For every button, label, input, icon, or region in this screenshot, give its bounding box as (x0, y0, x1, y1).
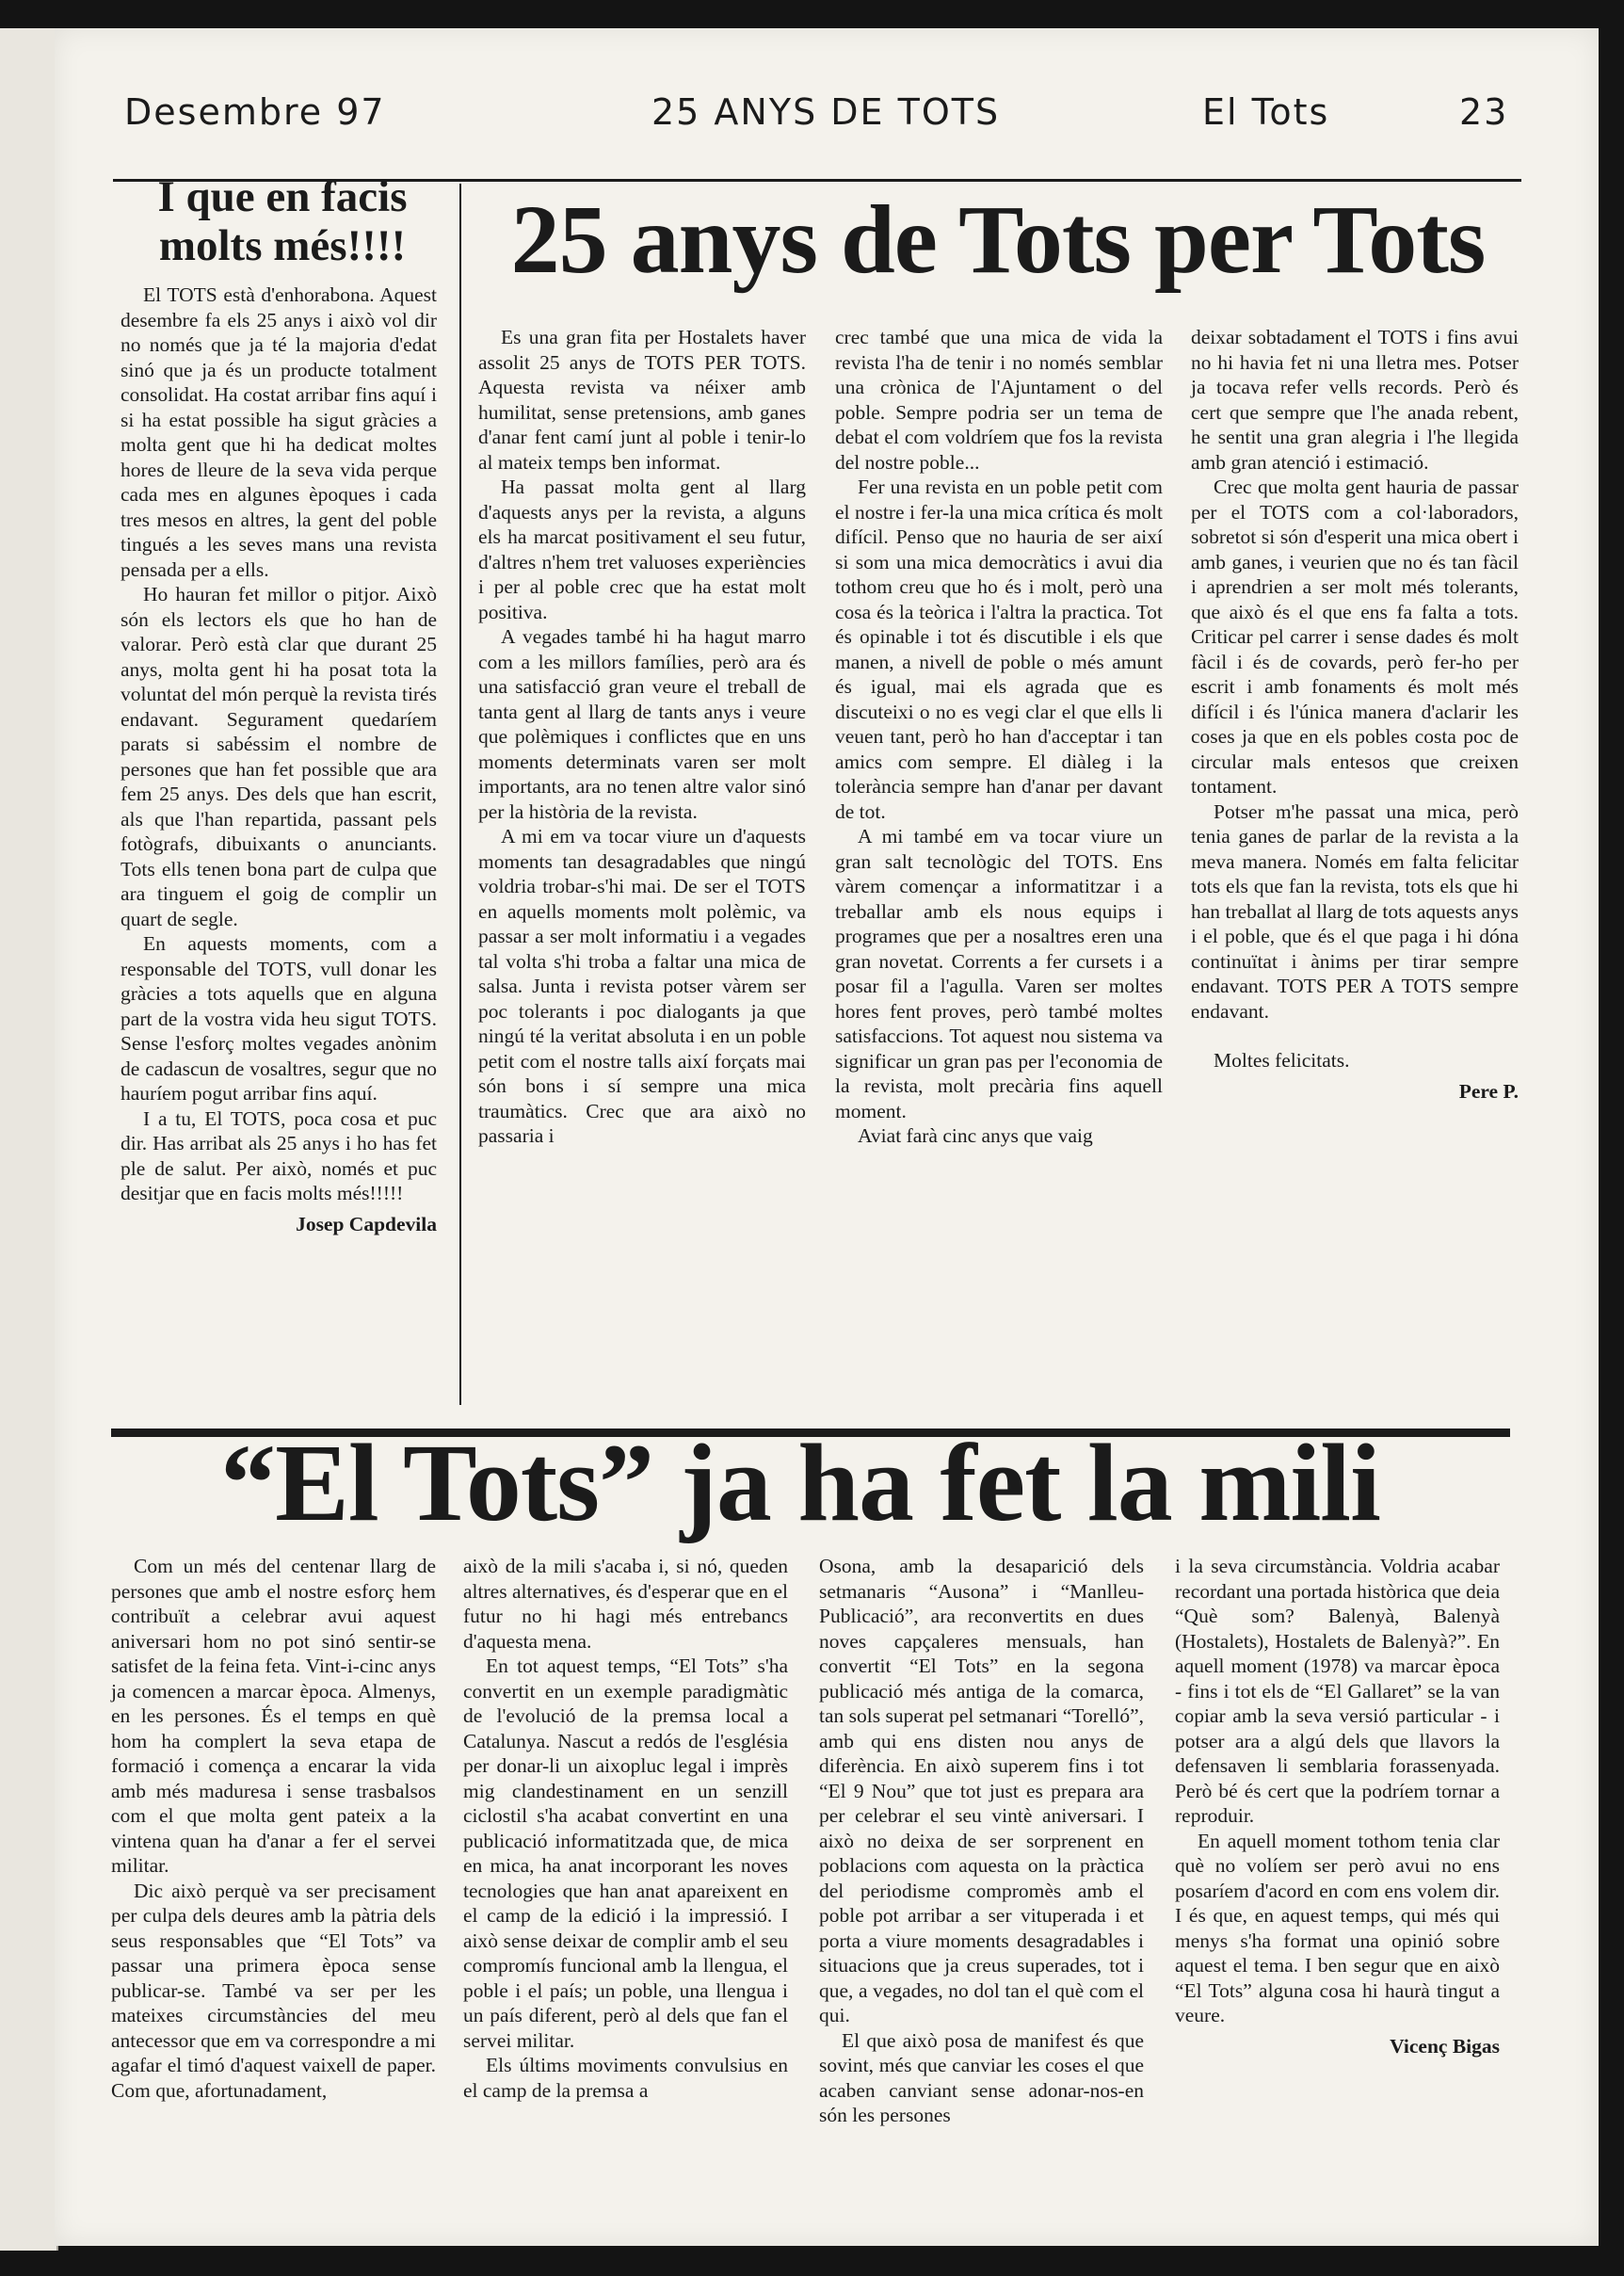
main-article-column-1 (478, 325, 806, 1149)
main-article-title: 25 anys de Tots per Tots (510, 186, 1486, 294)
header-page-number: 23 (1459, 91, 1509, 133)
bottom-paragraph: Dic això perquè va ser precisament per culpa dels deures amb la pàtria dels seus responsables que “El Tots” va passar una primera època sense publicar-se. També va ser per les mateixes circumstàncies del meu antecessor que em va correspondre a mi agafar el timó d'aquest vaixell de paper. Com que, afortunadament, (111, 1879, 436, 2102)
main-paragraph: Crec que molta gent hauria de passar per el TOTS com a col·laboradors, sobretot si són d'esperit una mica obert i amb ganes, i veurien que no és tan fàcil i aprendrien a ser molt més tolerants, que això és el que ens fa falta a tots. Criticar pel carrer i sense dades és molt fàcil i és de covards, però fer-ho per escrit i amb fonaments és molt més difícil i és l'única manera d'aclarir les coses ja que en els pobles costa poc de circular mals entesos que creixen tontament. (1191, 476, 1519, 798)
bottom-paragraph: Osona, amb la desaparició dels setmanaris “Ausona” i “Manlleu-Publicació”, ara reconvertits en dues noves capçaleres mensuals, han convertit “El Tots” en la segona publicació més antiga de la comarca, tan sols superat pel setmanari “Torelló”, amb qui ens disten nou anys de diferència. En això superem fins i tot “El 9 Nou” que tot just es prepara ara per celebrar el seu vintè aniversari. I això no deixa de ser sorprenent en poblacions com aquesta on la pràctica del periodisme compromès amb el poble pot arribar a ser vituperada i et porta a viure moments desagradables i situacions que ja creus superades, tot i que, a vegades, no dol tan el què com el qui. (819, 1555, 1144, 2026)
side-paragraph: En aquests moments, com a responsable del TOTS, vull donar les gràcies a tots aquells que en alguna part de la vostra vida heu sigut TOTS. Sense l'esforç moltes vegades anònim de cadascun de vosaltres, segur que no hauríem pogut arribar fins aquí. (121, 932, 437, 1105)
main-paragraph: Aviat farà cinc anys que vaig (858, 1124, 1093, 1147)
main-paragraph: A mi em va tocar viure un d'aquests moments tan desagradables que ningú voldria trobar-s'hi mai. De ser el TOTS en aquells moments molt polèmic, va passar a ser molt informatiu i a vegades tal volta s'hi troba a faltar una mica de salsa. Junta i revista potser vàrem ser poc tolerants i poc dialogants ja que ningú té la veritat absoluta i en un poble petit com el nostre talls així forçats mai són bons i sí sempre una mica traumàtics. Crec que ara això no passaria i (478, 825, 806, 1147)
main-article-author: Pere P. (1458, 1079, 1519, 1103)
main-paragraph: A vegades també hi ha hagut marro com a les millors famílies, però ara és una satisfacció gran veure el treball de tanta gent al llarg de tants anys i veure que polèmiques i conflictes que en uns moments determinats varen ser molt importants, ara no tenen altre valor sinó per la història de la revista. (478, 625, 806, 823)
side-paragraph: Ho hauran fet millor o pitjor. Això són els lectors els que ho han de valorar. Però està clar que durant 25 anys, molta gent hi ha posat tota la voluntat del món perquè la revista tirés endavant. Segurament quedaríem parats si sabéssim el nombre de persones que han fet possible que ara fem 25 anys. Des dels que han escrit, als que l'han repartida, passant pels fotògrafs, dibuixants o anunciants. Tots ells tenen bona part de culpa que ara tinguem el goig de complir un quart de segle. (121, 583, 437, 930)
header-section-title: 25 ANYS DE TOTS (651, 91, 1001, 133)
bottom-paragraph: i la seva circumstància. Voldria acabar recordant una portada històrica que deia “Què som? Balenyà, Balenyà (Hostalets), Hostalets de Balenyà?”. En aquell moment (1978) va marcar època - fins i tot els de “El Gallaret” se la van copiar amb la seva versió particular - i potser ara a algú dels que llavors la defensaven li semblaria forassenyada. Però bé és cert que la podríem tornar a reproduir. (1175, 1555, 1500, 1827)
side-paragraph: I a tu, El TOTS, poca cosa et puc dir. Has arribat als 25 anys i ho has fet ple de salut. Per això, només et puc desitjar que en facis molts més!!!!! (121, 1106, 437, 1204)
main-paragraph: Ha passat molta gent al llarg d'aquests anys per la revista, a alguns els ha marcat positivament el seu futur, d'altres n'hem tret valuoses experiències i per al poble crec que ha estat molt positiva. (478, 476, 806, 623)
side-article-body (121, 282, 437, 1236)
bottom-paragraph: Com un més del centenar llarg de persones que amb el nostre esforç hem contribuït a celebrar avui aquest aniversari hom no pot sinó sentir-se satisfet de la feina feta. Vint-i-cinc anys ja comencen a marcar època. Almenys, en les persones. És el temps en què hom ha complert la seva etapa de formació i comença a encarar la vida amb més maduresa i sense trasbalsos com el que molta gent pateix a la vintena quan ha d'anar a fer el servei militar. (111, 1555, 436, 1877)
bottom-article-column-3 (819, 1554, 1144, 2128)
bottom-article-title: “El Tots” ja ha fet la mili (220, 1421, 1380, 1544)
bottom-paragraph: El que això posa de manifest és que sovint, més que canviar les coses el que acaben canviant sense adonar-nos-en són les persones (819, 2028, 1144, 2126)
column-divider (459, 184, 461, 1405)
bottom-article-author: Vicenç Bigas (1390, 2034, 1500, 2058)
main-paragraph: crec també que una mica de vida la revista l'ha de tenir i no només semblar una crònica de l'Ajuntament o del poble. Sempre podria ser un tema de debat el com voldríem que fos la revista del nostre poble... (835, 326, 1163, 474)
main-paragraph: Potser m'he passat una mica, però tenia ganes de parlar de la revista a la meva manera. Només em falta felicitar tots els que fan la revista, tots els que hi han treballat al llarg de tots aquests anys i el poble, que és el que paga i hi dóna continuïtat i ànims per tirar sempre endavant. TOTS PER A TOTS sempre endavant. (1191, 799, 1519, 1023)
side-article-author: Josep Capdevila (296, 1212, 437, 1235)
main-paragraph: A mi també em va tocar viure un gran salt tecnològic del TOTS. Ens vàrem començar a informatitzar i a treballar amb els nous equips i programes que per a nosaltres eren una gran novetat. Corrents a fer cursets i a posar fil a l'agulla. Varen ser moltes hores fent proves, però també moltes satisfaccions. Tot aquest nou sistema va significar un gran pas per l'economia de la revista, molt precària fins aquell moment. (835, 825, 1163, 1122)
bottom-article-column-1 (111, 1554, 436, 2103)
bottom-paragraph: això de la mili s'acaba i, si nó, queden altres alternatives, és d'esperar que en el futur no hi hagi més entrebancs d'aquesta mena. (463, 1555, 788, 1653)
side-paragraph: El TOTS està d'enhorabona. Aquest desembre fa els 25 anys i això vol dir no només que ja té la majoria d'edat sinó que ja és un producte totalment consolidat. Ha costat arribar fins aquí i si ha estat possible ha sigut gràcies a molta gent que hi ha dedicat moltes hores de lleure de la seva vida perque cada mes en algunes èpoques i cada tres mesos en altres, la gent del poble tingués a les seves mans una revista pensada per a ells. (121, 283, 437, 581)
bottom-article-column-2 (463, 1554, 788, 2103)
header-magazine-name: El Tots (1202, 91, 1330, 133)
main-paragraph: Es una gran fita per Hostalets haver assolit 25 anys de TOTS PER TOTS. Aquesta revista va néixer amb humilitat, sense pretensions, amb ganes d'anar fent camí junt al poble i tenir-lo al mateix temps ben informat. (478, 326, 806, 474)
main-article-column-3 (1191, 325, 1519, 1104)
main-paragraph: deixar sobtadament el TOTS i fins avui no hi havia fet ni una lletra mes. Potser ja tocava refer vells records. Però és cert que sempre que l'he anada rebent, he sentit una gran alegria i l'he llegida amb gran atenció i estimació. (1191, 326, 1519, 474)
previous-page-edge (0, 28, 58, 2251)
main-paragraph: Fer una revista en un poble petit com el nostre i fer-la una mica crítica és molt difícil. Penso que no hauria de ser així si som una mica democràtics i avui dia tothom creu que ho és i molt, però una cosa és la teòrica i l'altra la practica. Tot és opinable i tot és discutible i els que manen, a nivell de poble o més amunt és igual, mai els agrada que es discuteixi o no es vegi clar el que ells li veuen tant, però ho han d'acceptar i tan amics com sempre. El diàleg i la tolerància sempre han d'anar per davant de tot. (835, 476, 1163, 823)
header-date: Desembre 97 (124, 91, 386, 133)
bottom-paragraph: En aquell moment tothom tenia clar què no volíem ser però avui no ens posaríem d'acord en com ens volem dir. I és que, en aquest temps, qui més qui menys s'ha format una opinió sobre aquest el tema. I ben segur que en això “El Tots” alguna cosa hi haurà tingut a veure. (1175, 1829, 1500, 2026)
bottom-paragraph: En tot aquest temps, “El Tots” s'ha convertit en un exemple paradigmàtic de l'evolució de la premsa local a Catalunya. Nascut a redós de l'església per donar-li un aixopluc legal i imprès mig clandestinament en un senzill ciclostil s'ha acabat convertint en una publicació informatitzada que, de mica en mica, ha anat incorporant les noves tecnologies que han anat apareixent en el camp de la edició i la impressió. I això sense deixar de complir amb el seu compromís funcional amb la llengua, el poble i el país; un poble, una llengua i un país diferent, però al dels que fan el servei militar. (463, 1655, 788, 2052)
bottom-article-column-4 (1175, 1554, 1500, 2058)
main-paragraph: Moltes felicitats. (1214, 1049, 1350, 1072)
side-article-title: I que en facis molts més!!!! (157, 172, 408, 270)
main-article-column-2 (835, 325, 1163, 1149)
bottom-paragraph: Els últims moviments convulsius en el camp de la premsa a (463, 2054, 788, 2102)
